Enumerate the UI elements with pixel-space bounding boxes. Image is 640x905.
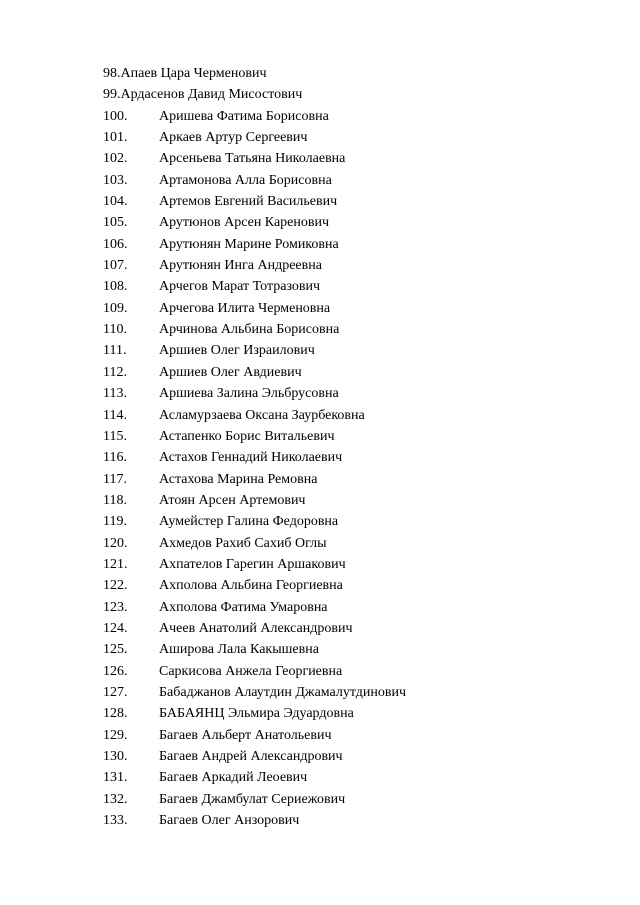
list-item <box>103 362 406 383</box>
list-item-name: Арутюнян Инга Андреевна <box>159 258 322 274</box>
list-item-number: 99. <box>103 87 121 103</box>
list-item <box>103 319 406 340</box>
list-item <box>103 212 406 233</box>
list-item <box>103 682 406 703</box>
list-item-number: 133. <box>103 813 128 829</box>
list-item-number: 121. <box>103 556 128 572</box>
list-item-number: 104. <box>103 194 128 210</box>
list-item-number: 98. <box>103 66 121 81</box>
list-item-number: 100. <box>103 108 128 124</box>
list-item-name: Багаев Олег Анзорович <box>159 813 300 829</box>
list-item-number: 111. <box>103 343 127 359</box>
list-item-number: 103. <box>103 172 128 188</box>
list-item-name: Багаев Андрей Александрович <box>159 749 343 764</box>
list-item-name: Апаев Цара Черменович <box>120 66 267 81</box>
list-item <box>103 276 406 297</box>
list-item-name: Бабаджанов Алаутдин Джамалутдинович <box>159 684 407 700</box>
list-item-name: Ачеев Анатолий Александрович <box>159 620 353 636</box>
list-item <box>103 490 406 511</box>
list-item <box>103 63 406 84</box>
list-item-number: 118. <box>103 492 127 508</box>
list-item <box>103 405 406 426</box>
list-item <box>103 746 406 767</box>
list-item-name: Ахпателов Гарегин Аршакович <box>159 556 346 572</box>
list-item-number: 130. <box>103 749 128 764</box>
list-item-name: Багаев Джамбулат Сериежович <box>159 791 346 807</box>
list-item-number: 101. <box>103 130 128 146</box>
list-item <box>103 725 406 746</box>
list-item-name: Аришева Фатима Борисовна <box>159 108 329 124</box>
list-item-name: Арчинова Альбина Борисовна <box>159 322 340 338</box>
list-item-number: 115. <box>103 428 127 444</box>
list-item <box>103 533 406 554</box>
list-item-name: Багаев Аркадий Леоевич <box>159 770 308 786</box>
list-item-number: 110. <box>103 322 127 338</box>
list-item <box>103 340 406 361</box>
list-item <box>103 469 406 490</box>
list-item-name: Аумейстер Галина Федоровна <box>159 514 339 530</box>
list-item-number: 108. <box>103 279 128 295</box>
list-item-number: 126. <box>103 663 128 679</box>
list-item <box>103 191 406 212</box>
list-item-number: 128. <box>103 706 128 722</box>
list-item-number: 125. <box>103 642 128 658</box>
list-item <box>103 810 406 831</box>
list-item <box>103 447 406 468</box>
list-item <box>103 639 406 660</box>
list-item-number: 102. <box>103 151 128 167</box>
list-item-number: 105. <box>103 215 128 231</box>
list-item-number: 131. <box>103 770 128 786</box>
list-item <box>103 767 406 788</box>
list-item <box>103 255 406 276</box>
list-item-name: Арутюнов Арсен Каренович <box>159 215 330 231</box>
list-item <box>103 511 406 532</box>
list-item-name: БАБАЯНЦ Эльмира Эдуардовна <box>159 706 354 722</box>
list-item <box>103 234 406 255</box>
list-item <box>103 661 406 682</box>
list-item <box>103 127 406 148</box>
list-item-name: Астахов Геннадий Николаевич <box>159 450 343 466</box>
list-item <box>103 106 406 127</box>
list-item-number: 109. <box>103 300 128 316</box>
list-item-number: 107. <box>103 258 128 274</box>
list-item <box>103 170 406 191</box>
list-item-number: 112. <box>103 364 127 380</box>
list-item-name: Аршиев Олег Израилович <box>159 343 315 359</box>
list-item-name: Арсеньева Татьяна Николаевна <box>159 151 346 167</box>
list-item-name: Багаев Альберт Анатольевич <box>159 727 332 743</box>
list-item-name: Ахмедов Рахиб Сахиб Оглы <box>159 535 327 551</box>
list-item <box>103 298 406 319</box>
list-item <box>103 789 406 810</box>
list-item-number: 123. <box>103 599 128 615</box>
list-item-name: Аршиев Олег Авдиевич <box>159 364 302 380</box>
list-item-number: 120. <box>103 535 128 551</box>
list-item-name: Ахполова Фатима Умаровна <box>159 599 328 615</box>
list-item <box>103 618 406 639</box>
list-item-number: 129. <box>103 727 128 743</box>
list-item-number: 117. <box>103 471 127 487</box>
list-item-number: 116. <box>103 450 127 466</box>
list-item-name: Аркаев Артур Сергеевич <box>159 130 308 146</box>
list-item <box>103 575 406 596</box>
list-item <box>103 148 406 169</box>
list-item-name: Арчегова Илита Черменовна <box>159 300 331 316</box>
list-item-number: 119. <box>103 514 127 530</box>
list-item-name: Асламурзаева Оксана Заурбековна <box>159 407 365 423</box>
list-item-name: Артемов Евгений Васильевич <box>159 194 338 210</box>
list-item <box>103 554 406 575</box>
list-item-name: Астапенко Борис Витальевич <box>159 428 335 444</box>
name-list <box>103 63 406 831</box>
list-item-name: Атоян Арсен Артемович <box>159 492 306 508</box>
list-item-name: Артамонова Алла Борисовна <box>159 172 332 188</box>
list-item-name: Аршиева Залина Эльбрусовна <box>159 386 339 402</box>
list-item-name: Ахполова Альбина Георгиевна <box>159 578 343 594</box>
list-item-number: 113. <box>103 386 127 402</box>
list-item-name: Арчегов Марат Тотразович <box>159 279 321 295</box>
list-item-name: Ардасенов Давид Мисостович <box>120 87 303 103</box>
list-item-number: 106. <box>103 236 128 252</box>
list-item <box>103 383 406 404</box>
list-item-name: Астахова Марина Ремовна <box>159 471 318 487</box>
list-item-number: 122. <box>103 578 128 594</box>
list-item-number: 124. <box>103 620 128 636</box>
list-item <box>103 597 406 618</box>
list-item <box>103 703 406 724</box>
list-item-name: Саркисова Анжела Георгиевна <box>159 663 343 679</box>
list-item-number: 132. <box>103 791 128 807</box>
list-item <box>103 84 406 105</box>
list-item-name: Арутюнян Марине Ромиковна <box>159 236 339 252</box>
list-item-name: Аширова Лала Какышевна <box>159 642 319 658</box>
list-item <box>103 426 406 447</box>
list-item-number: 127. <box>103 684 128 700</box>
list-item-number: 114. <box>103 407 127 423</box>
